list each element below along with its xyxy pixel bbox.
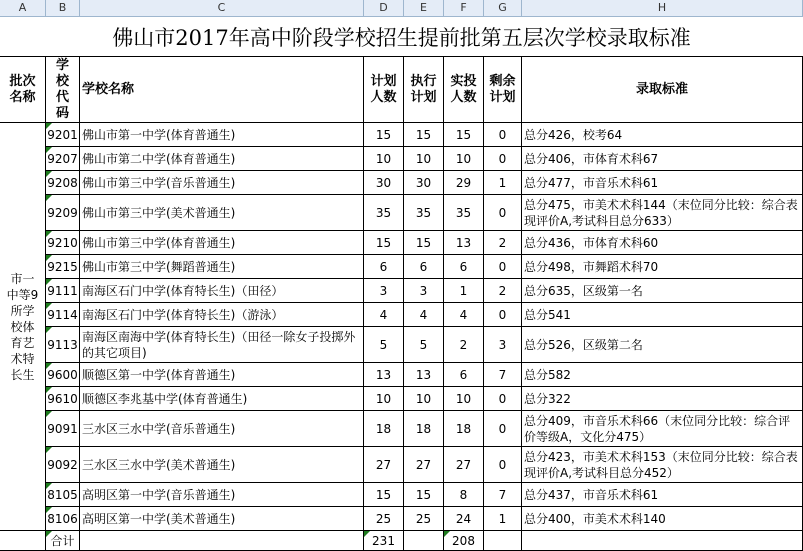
remaining-plan-cell-text: 0 xyxy=(498,307,507,322)
actual-count-cell[interactable] xyxy=(444,387,484,411)
error-indicator-icon xyxy=(46,231,52,237)
total-label-cell[interactable] xyxy=(46,531,80,551)
error-indicator-icon xyxy=(46,147,52,153)
remaining-plan-cell[interactable] xyxy=(484,171,522,195)
exec-plan-cell-text: 30 xyxy=(415,175,432,190)
school-name-cell-text: 高明区第一中学(音乐普通生) xyxy=(82,487,236,502)
plan-count-cell-text: 15 xyxy=(375,487,392,502)
plan-count-cell[interactable] xyxy=(364,411,404,447)
actual-count-cell-text: 10 xyxy=(455,151,472,166)
school-code-cell[interactable] xyxy=(46,195,80,231)
admission-standard-cell[interactable] xyxy=(522,363,803,387)
exec-plan-cell[interactable] xyxy=(404,303,444,327)
admission-standard-cell-text: 总分426，校考64 xyxy=(524,127,623,142)
admission-standard-cell-text: 总分436，市体育术科60 xyxy=(524,235,659,250)
remaining-plan-cell-text: 0 xyxy=(498,391,507,406)
exec-plan-cell-text: 10 xyxy=(415,391,432,406)
school-name-cell[interactable] xyxy=(80,387,364,411)
remaining-plan-cell[interactable] xyxy=(484,483,522,507)
school-name-cell[interactable] xyxy=(80,279,364,303)
actual-count-cell-text: 13 xyxy=(455,235,472,250)
admission-standard-cell[interactable] xyxy=(522,171,803,195)
school-name-cell-text: 三水区三水中学(音乐普通生) xyxy=(82,421,236,436)
total-exec-cell[interactable] xyxy=(404,531,444,551)
school-name-cell[interactable] xyxy=(80,327,364,363)
remaining-plan-cell-text: 3 xyxy=(498,337,507,352)
exec-plan-cell[interactable] xyxy=(404,231,444,255)
admission-standard-cell[interactable] xyxy=(522,195,803,231)
admission-standard-cell-text: 总分526，区级第二名 xyxy=(524,337,643,352)
remaining-plan-cell[interactable] xyxy=(484,303,522,327)
exec-plan-cell-text: 4 xyxy=(419,307,428,322)
school-code-cell-text: 8106 xyxy=(47,511,78,526)
actual-count-cell-text: 6 xyxy=(459,367,468,382)
admission-standard-cell-text: 总分406，市体育术科67 xyxy=(524,151,659,166)
exec-plan-cell-text: 6 xyxy=(419,259,428,274)
school-name-cell-text: 佛山市第三中学(舞蹈普通生) xyxy=(82,259,236,274)
exec-plan-cell[interactable] xyxy=(404,171,444,195)
actual-count-cell-text: 2 xyxy=(459,337,468,352)
actual-count-cell-text: 18 xyxy=(455,421,472,436)
admission-standard-cell-text: 总分498，市舞蹈术科70 xyxy=(524,259,659,274)
remaining-plan-cell[interactable] xyxy=(484,123,522,147)
school-name-cell-text: 三水区三水中学(美术普通生) xyxy=(82,457,236,472)
actual-count-cell-text: 6 xyxy=(459,259,468,274)
plan-count-cell-text: 13 xyxy=(375,367,392,382)
school-code-cell[interactable] xyxy=(46,147,80,171)
admission-standard-cell-text: 总分322 xyxy=(524,391,571,406)
remaining-plan-cell-text: 7 xyxy=(498,487,507,502)
remaining-plan-cell-text: 2 xyxy=(498,235,507,250)
total-actual-cell-text: 208 xyxy=(452,533,475,548)
exec-plan-cell[interactable] xyxy=(404,195,444,231)
remaining-plan-cell[interactable] xyxy=(484,387,522,411)
exec-plan-cell-text: 15 xyxy=(415,235,432,250)
header-admission-standard-text: 录取标准 xyxy=(635,82,688,97)
school-code-cell[interactable] xyxy=(46,327,80,363)
exec-plan-cell-text: 27 xyxy=(415,457,432,472)
remaining-plan-cell[interactable] xyxy=(484,447,522,483)
school-name-cell-text: 顺德区李兆基中学(体育普通生) xyxy=(82,391,248,406)
remaining-plan-cell-text: 2 xyxy=(498,283,507,298)
error-indicator-icon xyxy=(46,483,52,489)
error-indicator-icon xyxy=(46,447,52,453)
plan-count-cell[interactable] xyxy=(364,303,404,327)
actual-count-cell[interactable] xyxy=(444,123,484,147)
plan-count-cell-text: 35 xyxy=(375,205,392,220)
exec-plan-cell[interactable] xyxy=(404,255,444,279)
exec-plan-cell-text: 25 xyxy=(415,511,432,526)
plan-count-cell[interactable] xyxy=(364,279,404,303)
error-indicator-icon xyxy=(46,363,52,369)
school-code-cell-text: 9111 xyxy=(47,283,78,298)
total-label-cell-text: 合计 xyxy=(50,534,75,548)
header-remaining-plan[interactable] xyxy=(484,57,522,123)
actual-count-cell[interactable] xyxy=(444,231,484,255)
total-school-cell[interactable] xyxy=(80,531,364,551)
actual-count-cell[interactable] xyxy=(444,255,484,279)
actual-count-cell-text: 15 xyxy=(455,127,472,142)
error-indicator-icon xyxy=(46,531,52,537)
actual-count-cell-text: 27 xyxy=(455,457,472,472)
column-header-c[interactable]: C xyxy=(80,0,364,17)
plan-count-cell-text: 27 xyxy=(375,457,392,472)
header-plan-count-text: 计划人数 xyxy=(370,73,397,105)
school-name-cell-text: 佛山市第三中学(音乐普通生) xyxy=(82,175,236,190)
admission-standard-cell-text: 总分437，市音乐术科61 xyxy=(524,487,659,502)
school-name-cell[interactable] xyxy=(80,483,364,507)
school-code-cell[interactable] xyxy=(46,483,80,507)
plan-count-cell-text: 15 xyxy=(375,235,392,250)
school-code-cell[interactable] xyxy=(46,411,80,447)
actual-count-cell-text: 29 xyxy=(455,175,472,190)
exec-plan-cell[interactable] xyxy=(404,327,444,363)
column-header-f[interactable]: F xyxy=(444,0,484,17)
school-name-cell-text: 南海区石门中学(体育特长生)（田径） xyxy=(82,283,284,298)
exec-plan-cell[interactable] xyxy=(404,411,444,447)
total-plan-cell[interactable] xyxy=(364,531,404,551)
actual-count-cell-text: 8 xyxy=(459,487,468,502)
school-code-cell[interactable] xyxy=(46,387,80,411)
school-name-cell[interactable] xyxy=(80,447,364,483)
total-remain-cell[interactable] xyxy=(484,531,522,551)
plan-count-cell[interactable] xyxy=(364,123,404,147)
header-batch-name[interactable] xyxy=(0,57,46,123)
remaining-plan-cell[interactable] xyxy=(484,363,522,387)
plan-count-cell-text: 15 xyxy=(375,127,392,142)
actual-count-cell-text: 24 xyxy=(455,511,472,526)
exec-plan-cell-text: 3 xyxy=(419,283,428,298)
remaining-plan-cell-text: 1 xyxy=(498,175,507,190)
school-code-cell-text: 9215 xyxy=(47,259,78,274)
error-indicator-icon xyxy=(444,531,450,537)
exec-plan-cell[interactable] xyxy=(404,147,444,171)
school-name-cell-text: 南海区石门中学(体育特长生)（游泳） xyxy=(82,307,284,322)
remaining-plan-cell-text: 0 xyxy=(498,127,507,142)
school-name-cell[interactable] xyxy=(80,231,364,255)
plan-count-cell[interactable] xyxy=(364,363,404,387)
header-plan-count[interactable] xyxy=(364,57,404,123)
actual-count-cell[interactable] xyxy=(444,411,484,447)
actual-count-cell[interactable] xyxy=(444,507,484,531)
remaining-plan-cell-text: 7 xyxy=(498,367,507,382)
plan-count-cell[interactable] xyxy=(364,195,404,231)
plan-count-cell-text: 18 xyxy=(375,421,392,436)
actual-count-cell[interactable] xyxy=(444,279,484,303)
admission-standard-cell-text: 总分477，市音乐术科61 xyxy=(524,175,659,190)
school-code-cell[interactable] xyxy=(46,279,80,303)
exec-plan-cell-text: 13 xyxy=(415,367,432,382)
total-standard-cell[interactable] xyxy=(522,531,803,551)
actual-count-cell[interactable] xyxy=(444,195,484,231)
error-indicator-icon xyxy=(364,531,370,537)
remaining-plan-cell[interactable] xyxy=(484,327,522,363)
admission-standard-cell[interactable] xyxy=(522,255,803,279)
school-name-cell[interactable] xyxy=(80,507,364,531)
actual-count-cell[interactable] xyxy=(444,147,484,171)
plan-count-cell[interactable] xyxy=(364,255,404,279)
remaining-plan-cell[interactable] xyxy=(484,147,522,171)
plan-count-cell[interactable] xyxy=(364,171,404,195)
total-plan-cell-text: 231 xyxy=(372,533,395,548)
remaining-plan-cell-text: 0 xyxy=(498,421,507,436)
plan-count-cell[interactable] xyxy=(364,147,404,171)
school-name-cell-text: 南海区南海中学(体育特长生)（田径一除女子投掷外的其它项目) xyxy=(82,329,356,360)
plan-count-cell-text: 30 xyxy=(375,175,392,190)
exec-plan-cell[interactable] xyxy=(404,123,444,147)
exec-plan-cell[interactable] xyxy=(404,483,444,507)
school-code-cell-text: 9113 xyxy=(47,337,78,352)
admission-standard-cell-text: 总分541 xyxy=(524,307,571,322)
actual-count-cell-text: 1 xyxy=(459,283,468,298)
exec-plan-cell[interactable] xyxy=(404,387,444,411)
actual-count-cell-text: 10 xyxy=(455,391,472,406)
remaining-plan-cell-text: 1 xyxy=(498,511,507,526)
error-indicator-icon xyxy=(46,123,52,129)
school-name-cell-text: 佛山市第三中学(美术普通生) xyxy=(82,205,236,220)
school-code-cell-text: 9210 xyxy=(47,235,78,250)
school-name-cell[interactable] xyxy=(80,363,364,387)
remaining-plan-cell[interactable] xyxy=(484,195,522,231)
admission-standard-cell[interactable] xyxy=(522,387,803,411)
school-code-cell-text: 9208 xyxy=(47,175,78,190)
plan-count-cell-text: 10 xyxy=(375,151,392,166)
actual-count-cell[interactable] xyxy=(444,483,484,507)
remaining-plan-cell[interactable] xyxy=(484,255,522,279)
school-code-cell-text: 9610 xyxy=(47,391,78,406)
admission-standard-cell-text: 总分635，区级第一名 xyxy=(524,283,643,298)
error-indicator-icon xyxy=(46,507,52,513)
school-code-cell[interactable] xyxy=(46,123,80,147)
sheet-title[interactable] xyxy=(0,17,803,57)
plan-count-cell-text: 6 xyxy=(379,259,388,274)
admission-standard-cell[interactable] xyxy=(522,123,803,147)
plan-count-cell[interactable] xyxy=(364,327,404,363)
plan-count-cell-text: 10 xyxy=(375,391,392,406)
school-code-cell[interactable] xyxy=(46,255,80,279)
admission-standard-cell-text: 总分475，市美术术科144（末位同分比较：综合表现评价A,考试科目总分633） xyxy=(524,197,798,228)
school-name-cell[interactable] xyxy=(80,303,364,327)
actual-count-cell[interactable] xyxy=(444,447,484,483)
batch-name-cell[interactable] xyxy=(0,123,46,531)
school-code-cell[interactable] xyxy=(46,231,80,255)
actual-count-cell[interactable] xyxy=(444,363,484,387)
plan-count-cell[interactable] xyxy=(364,507,404,531)
school-code-cell[interactable] xyxy=(46,447,80,483)
error-indicator-icon xyxy=(46,255,52,261)
header-batch-name-text: 批次名称 xyxy=(9,73,36,105)
total-batch-cell[interactable] xyxy=(0,531,46,551)
admission-standard-cell-text: 总分409，市音乐术科66（末位同分比较：综合评价等级A，文化分475） xyxy=(524,413,791,444)
header-school-code-text: 学校代码 xyxy=(55,57,69,121)
school-name-cell[interactable] xyxy=(80,411,364,447)
header-actual-count-text: 实投人数 xyxy=(450,73,477,105)
remaining-plan-cell[interactable] xyxy=(484,507,522,531)
school-name-cell[interactable] xyxy=(80,123,364,147)
plan-count-cell-text: 25 xyxy=(375,511,392,526)
school-code-cell-text: 9209 xyxy=(47,205,78,220)
admission-standard-cell[interactable] xyxy=(522,483,803,507)
admission-standard-cell[interactable] xyxy=(522,447,803,483)
error-indicator-icon xyxy=(46,171,52,177)
remaining-plan-cell[interactable] xyxy=(484,279,522,303)
admission-standard-cell[interactable] xyxy=(522,303,803,327)
column-header-g[interactable]: G xyxy=(484,0,522,17)
header-exec-plan[interactable] xyxy=(404,57,444,123)
actual-count-cell[interactable] xyxy=(444,171,484,195)
exec-plan-cell-text: 15 xyxy=(415,487,432,502)
remaining-plan-cell[interactable] xyxy=(484,411,522,447)
actual-count-cell-text: 4 xyxy=(459,307,468,322)
school-code-cell[interactable] xyxy=(46,363,80,387)
error-indicator-icon xyxy=(46,303,52,309)
school-name-cell-text: 高明区第一中学(美术普通生) xyxy=(82,511,236,526)
batch-name-cell-text: 市一中等9所学校体育艺术特长生 xyxy=(6,271,39,382)
exec-plan-cell-text: 18 xyxy=(415,421,432,436)
column-header-d[interactable]: D xyxy=(364,0,404,17)
admission-standard-cell[interactable] xyxy=(522,411,803,447)
error-indicator-icon xyxy=(46,327,52,333)
exec-plan-cell-text: 35 xyxy=(415,205,432,220)
column-header-a[interactable]: A xyxy=(0,0,46,17)
admission-standard-cell-text: 总分400，市美术术科140 xyxy=(524,511,666,526)
header-school-name-text: 学校名称 xyxy=(82,82,135,97)
school-code-cell[interactable] xyxy=(46,171,80,195)
school-name-cell[interactable] xyxy=(80,195,364,231)
remaining-plan-cell-text: 0 xyxy=(498,457,507,472)
column-header-b[interactable]: B xyxy=(46,0,80,17)
school-name-cell-text: 佛山市第一中学(体育普通生) xyxy=(82,127,236,142)
error-indicator-icon xyxy=(46,411,52,417)
error-indicator-icon xyxy=(46,195,52,201)
school-code-cell-text: 9201 xyxy=(47,127,78,142)
school-code-cell-text: 9207 xyxy=(47,151,78,166)
header-exec-plan-text: 执行计划 xyxy=(410,73,437,105)
actual-count-cell-text: 35 xyxy=(455,205,472,220)
column-header-e[interactable]: E xyxy=(404,0,444,17)
plan-count-cell[interactable] xyxy=(364,387,404,411)
school-name-cell-text: 佛山市第二中学(体育普通生) xyxy=(82,151,236,166)
remaining-plan-cell-text: 0 xyxy=(498,151,507,166)
exec-plan-cell[interactable] xyxy=(404,447,444,483)
exec-plan-cell-text: 5 xyxy=(419,337,428,352)
exec-plan-cell[interactable] xyxy=(404,279,444,303)
school-code-cell[interactable] xyxy=(46,507,80,531)
admission-standard-cell[interactable] xyxy=(522,327,803,363)
header-actual-count[interactable] xyxy=(444,57,484,123)
actual-count-cell[interactable] xyxy=(444,327,484,363)
actual-count-cell[interactable] xyxy=(444,303,484,327)
admission-standard-cell[interactable] xyxy=(522,231,803,255)
school-code-cell-text: 9092 xyxy=(47,457,78,472)
error-indicator-icon xyxy=(46,279,52,285)
admission-standard-cell-text: 总分423，市美术术科153（末位同分比较：综合表现评价A,考试科目总分452） xyxy=(524,449,798,480)
exec-plan-cell[interactable] xyxy=(404,507,444,531)
sheet-title-text: 佛山市2017年高中阶段学校招生提前批第五层次学校录取标准 xyxy=(112,25,691,50)
school-name-cell[interactable] xyxy=(80,171,364,195)
plan-count-cell-text: 3 xyxy=(379,283,388,298)
exec-plan-cell-text: 15 xyxy=(415,127,432,142)
admission-standard-cell-text: 总分582 xyxy=(524,367,571,382)
exec-plan-cell[interactable] xyxy=(404,363,444,387)
plan-count-cell[interactable] xyxy=(364,231,404,255)
plan-count-cell-text: 5 xyxy=(379,337,388,352)
remaining-plan-cell[interactable] xyxy=(484,231,522,255)
header-admission-standard[interactable] xyxy=(522,57,803,123)
school-name-cell[interactable] xyxy=(80,255,364,279)
plan-count-cell[interactable] xyxy=(364,483,404,507)
admission-standard-cell[interactable] xyxy=(522,507,803,531)
remaining-plan-cell-text: 0 xyxy=(498,259,507,274)
total-actual-cell[interactable] xyxy=(444,531,484,551)
remaining-plan-cell-text: 0 xyxy=(498,205,507,220)
admission-standard-cell[interactable] xyxy=(522,147,803,171)
plan-count-cell-text: 4 xyxy=(379,307,388,322)
header-school-name[interactable] xyxy=(80,57,364,123)
school-code-cell[interactable] xyxy=(46,303,80,327)
school-code-cell-text: 9091 xyxy=(47,421,78,436)
header-remaining-plan-text: 剩余计划 xyxy=(489,73,516,105)
column-header-h[interactable]: H xyxy=(522,0,803,17)
admission-standard-cell[interactable] xyxy=(522,279,803,303)
error-indicator-icon xyxy=(46,387,52,393)
school-code-cell-text: 8105 xyxy=(47,487,78,502)
school-name-cell[interactable] xyxy=(80,147,364,171)
school-code-cell-text: 9600 xyxy=(47,367,78,382)
exec-plan-cell-text: 10 xyxy=(415,151,432,166)
plan-count-cell[interactable] xyxy=(364,447,404,483)
school-code-cell-text: 9114 xyxy=(47,307,78,322)
school-name-cell-text: 佛山市第三中学(体育普通生) xyxy=(82,235,236,250)
school-name-cell-text: 顺德区第一中学(体育普通生) xyxy=(82,367,236,382)
header-school-code[interactable] xyxy=(46,57,80,123)
